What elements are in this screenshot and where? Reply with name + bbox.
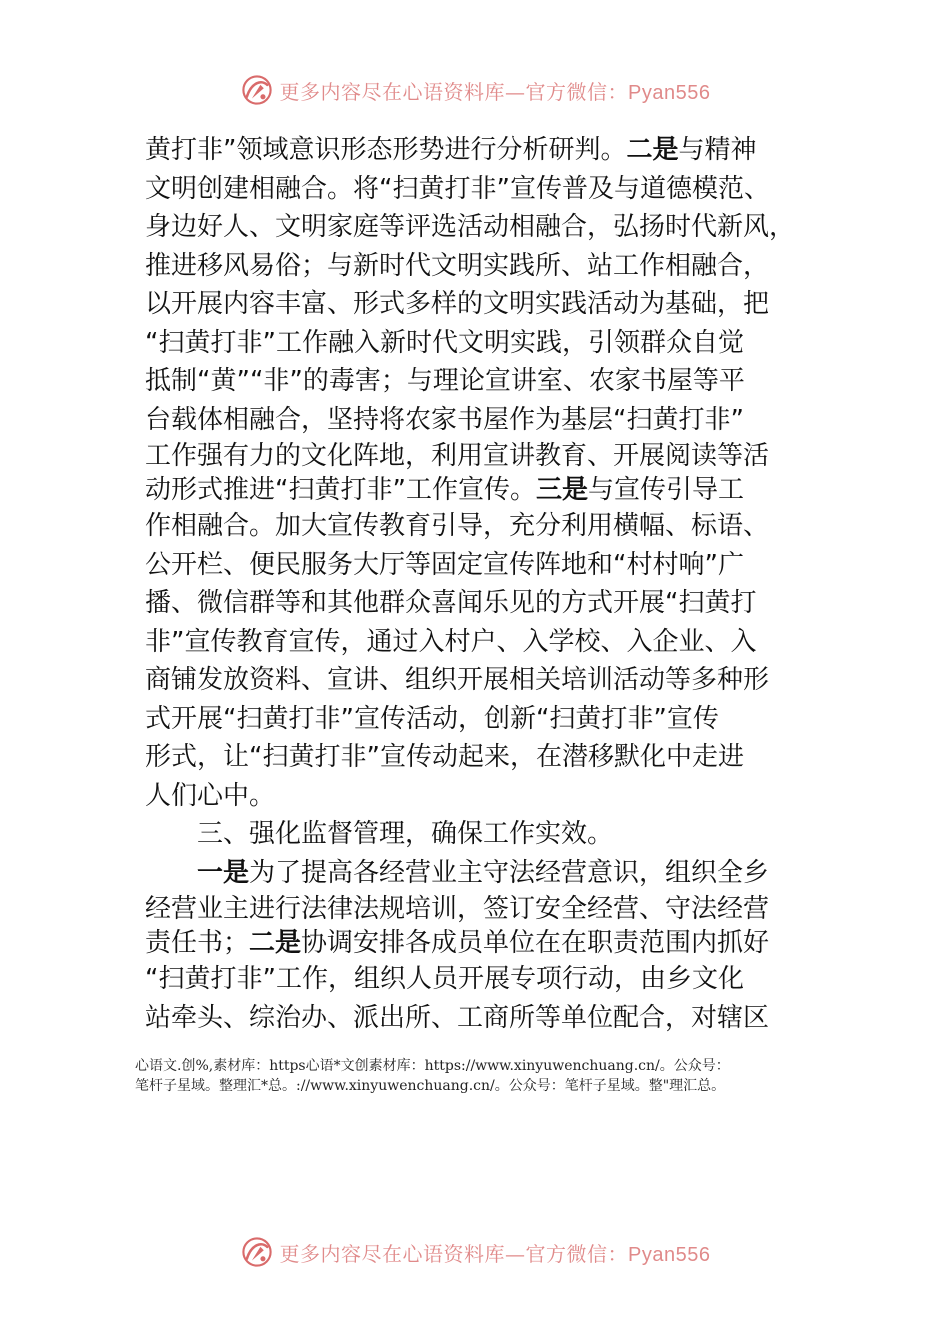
banner-wechat-id: Pyan556	[628, 1243, 711, 1266]
text-segment: 协调安排各成员单位在在职责范围内抓好	[301, 928, 770, 958]
footer-note	[135, 1056, 855, 1096]
text-line	[145, 208, 813, 247]
text-segment: 式开展“扫黄打非”宣传活动，创新“扫黄打非”宣传	[145, 703, 719, 734]
text-segment: 三、强化监督管理，确保工作实效。	[197, 819, 614, 849]
text-segment: 台载体相融合，坚持将农家书屋作为基层“扫黄打非”	[145, 404, 744, 435]
footer-note-line-2: 笔杆子星域。整理汇*总。://www.xinyuwenchuang.cn/。公众号：笔杆子星域。整"理汇总。	[135, 1078, 726, 1094]
banner-wechat-label: 官方微信：	[525, 79, 629, 104]
text-segment: 商铺发放资料、宣讲、组织开展相关培训活动等多种形	[145, 665, 770, 695]
text-segment: 经营业主进行法律法规培训，签订安全经营、守法经营	[145, 894, 770, 924]
footer-banner	[0, 1232, 950, 1272]
text-segment: 公开栏、便民服务大厅等固定宣传阵地和“村村响”广	[145, 549, 744, 580]
text-segment: 与精神	[678, 135, 757, 165]
text-line	[145, 285, 813, 324]
body-text	[145, 131, 813, 1037]
text-line	[145, 960, 813, 999]
text-segment: 文明创建相融合。将“扫黄打非”宣传普及与道德模范、	[145, 173, 770, 204]
text-line	[145, 324, 813, 363]
text-segment: 工作强有力的文化阵地，利用宣讲教育、开展阅读等活	[145, 441, 770, 471]
text-line	[145, 439, 813, 473]
brand-logo-icon	[240, 1235, 274, 1269]
header-banner	[0, 70, 950, 110]
bold-marker: 三是	[535, 475, 588, 505]
banner-wechat-id: Pyan556	[628, 81, 711, 104]
text-segment: 推进移风易俗；与新时代文明实践所、站工作相融合，	[145, 250, 770, 281]
text-segment: 以开展内容丰富、形式多样的文明实践活动为基础，把	[145, 289, 770, 319]
text-line	[145, 473, 813, 507]
bold-marker: 一是	[197, 857, 250, 888]
text-segment: 抵制“黄”“非”的毒害；与理论宣讲室、农家书屋等平	[145, 366, 745, 396]
text-line	[145, 247, 813, 286]
text-segment: 站牵头、综治办、派出所、工商所等单位配合，对辖区	[145, 1002, 770, 1033]
text-segment: 形式，让“扫黄打非”宣传动起来，在潜移默化中走进	[145, 742, 744, 772]
banner-separator: —	[505, 79, 526, 104]
text-line	[145, 131, 813, 170]
banner-title: 更多内容尽在心语资料库	[279, 1241, 506, 1266]
text-line	[145, 401, 813, 440]
text-segment: 责任书；	[145, 928, 250, 958]
text-line	[145, 584, 813, 623]
text-line	[145, 926, 813, 960]
brand-logo-icon	[240, 73, 274, 107]
banner-title: 更多内容尽在心语资料库	[279, 79, 506, 104]
banner-wechat-label: 官方微信：	[525, 1241, 629, 1266]
text-line	[145, 507, 813, 546]
text-line	[145, 854, 813, 893]
text-line	[145, 170, 813, 209]
text-line	[145, 661, 813, 700]
text-segment: 作相融合。加大宣传教育引导，充分利用横幅、标语、	[145, 511, 770, 541]
text-segment: 为了提高各经营业主守法经营意识，组织全乡	[249, 857, 770, 888]
text-line	[145, 999, 813, 1038]
text-segment: 动形式推进“扫黄打非”工作宣传。	[145, 475, 536, 505]
text-line	[145, 700, 813, 739]
text-segment: 身边好人、文明家庭等评选活动相融合，弘扬时代新风，	[145, 212, 796, 242]
bold-marker: 二是	[249, 928, 302, 958]
banner-text	[280, 76, 711, 105]
text-line	[145, 815, 813, 854]
text-segment: 播、微信群等和其他群众喜闻乐见的方式开展“扫黄打	[145, 588, 757, 618]
text-segment: 人们心中。	[145, 780, 276, 811]
text-line	[145, 738, 813, 777]
text-segment: “扫黄打非”工作，组织人员开展专项行动，由乡文化	[145, 964, 744, 994]
text-line	[145, 777, 813, 816]
text-segment: 黄打非”领域意识形态形势进行分析研判。	[145, 135, 627, 165]
text-line	[145, 892, 813, 926]
bold-marker: 二是	[626, 135, 679, 165]
text-line	[145, 546, 813, 585]
banner-separator: —	[505, 1241, 526, 1266]
footer-note-line-1: 心语文.创%,素材库：https心语*文创素材库：https://www.xinyuwenchuang.cn/。公众号：	[135, 1058, 730, 1074]
text-line	[145, 362, 813, 401]
text-segment: “扫黄打非”工作融入新时代文明实践，引领群众自觉	[145, 327, 744, 358]
banner-text	[280, 1238, 711, 1267]
text-line	[145, 623, 813, 662]
text-segment: 与宣传引导工	[587, 475, 744, 505]
text-segment: 非”宣传教育宣传，通过入村户、入学校、入企业、入	[145, 626, 757, 657]
